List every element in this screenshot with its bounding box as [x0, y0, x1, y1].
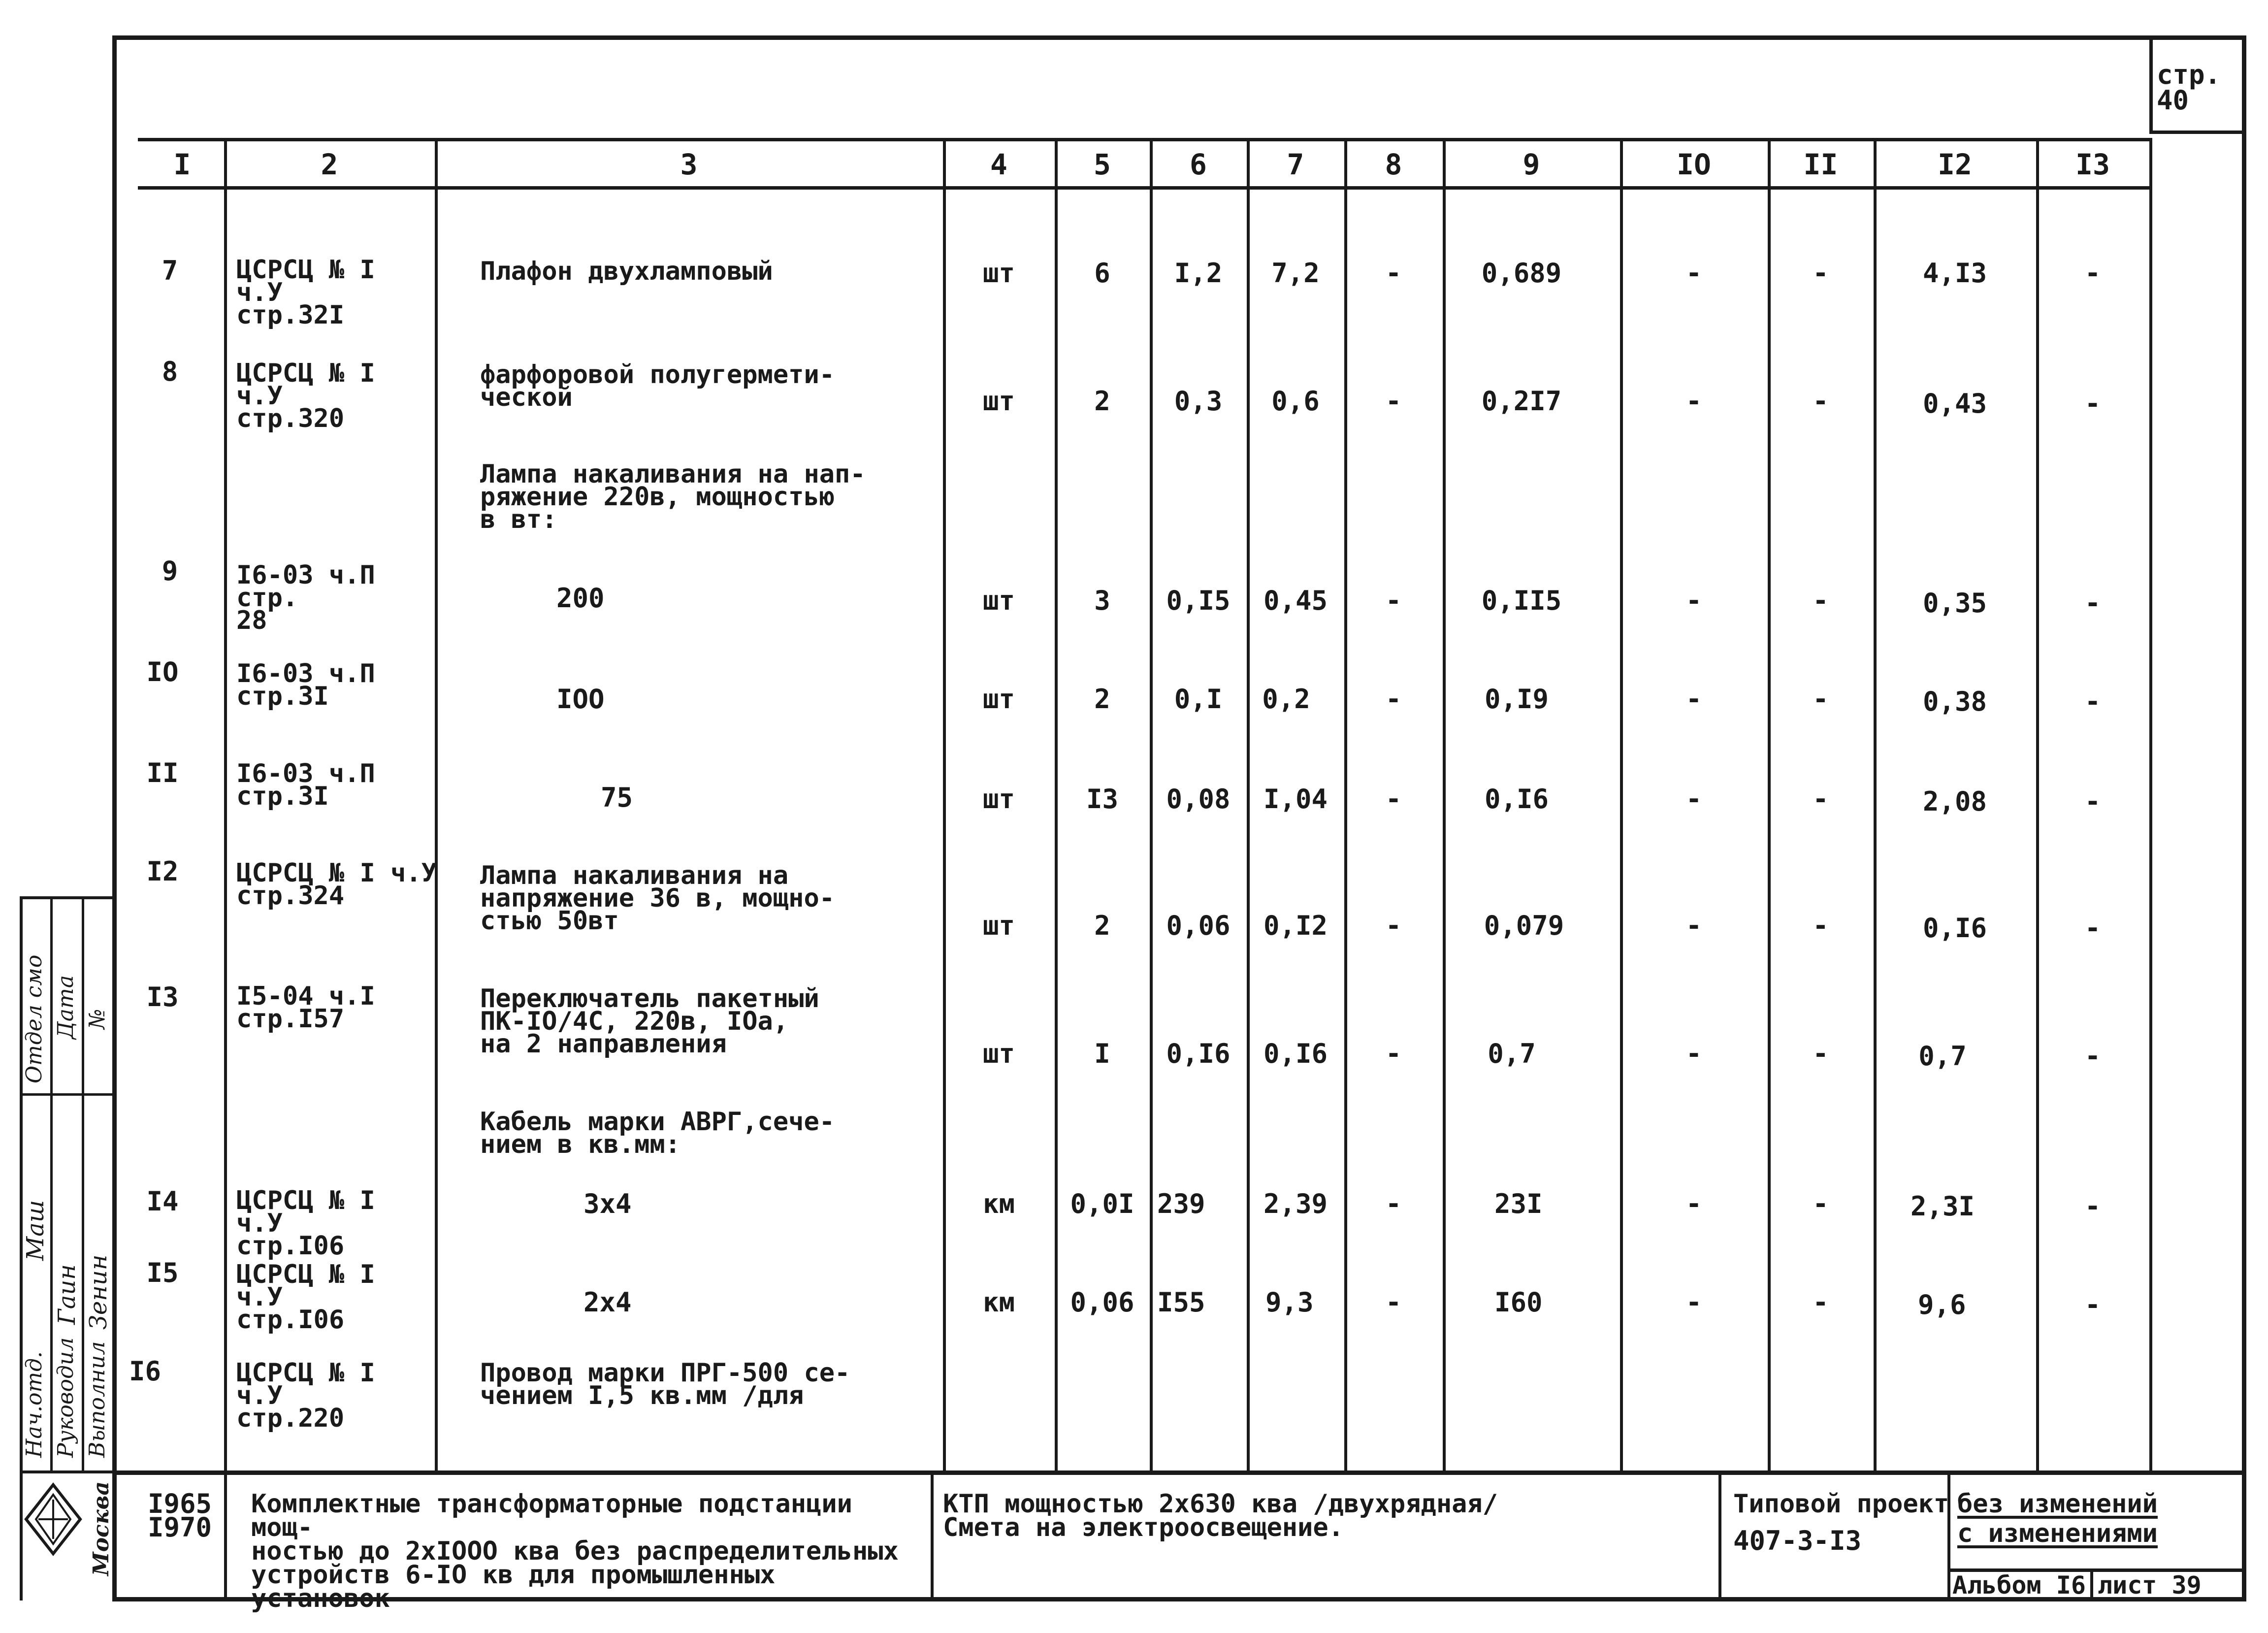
row-col6: 0,06 — [1166, 910, 1231, 941]
sidebar-lead-label: Руководил — [53, 1337, 78, 1458]
row-number: 7 — [162, 255, 178, 286]
row-description: Провод марки ПРГ-500 се- чением I,5 кв.мм /для — [480, 1358, 850, 1410]
col-divider-1 — [224, 138, 227, 1470]
row-col5: I — [1094, 1038, 1110, 1069]
col-header-12: I2 — [1938, 148, 1972, 181]
row-description: 3х4 — [583, 1188, 632, 1219]
row-col12: 0,35 — [1922, 588, 1987, 619]
title-block-divider-2 — [931, 1470, 934, 1601]
row-col7: I,04 — [1263, 784, 1328, 815]
sidebar-dept-label: Отдел смо — [22, 954, 47, 1083]
col-header-8: 8 — [1385, 148, 1402, 181]
row-col12: 2,08 — [1922, 786, 1987, 817]
title-block-top-line — [112, 1470, 2246, 1475]
col-header-6: 6 — [1190, 148, 1207, 181]
row-code: ЦСРСЦ № I ч.У стр.220 — [236, 1358, 375, 1433]
row-col9: 0,079 — [1484, 910, 1564, 941]
row-code: ЦСРСЦ № I ч.У стр.I06 — [236, 1260, 375, 1335]
row-description: IOO — [556, 684, 605, 715]
row-number: 9 — [162, 555, 178, 587]
row-col8: - — [1385, 258, 1402, 289]
row-number: II — [146, 757, 179, 788]
row-col13: - — [2084, 1191, 2101, 1222]
title-block-project-number: 407-3-I3 — [1733, 1525, 1862, 1556]
title-block-divider-5 — [2090, 1568, 2093, 1601]
col-header-11: II — [1803, 148, 1838, 181]
institute-logo-icon — [24, 1482, 83, 1556]
row-number: I4 — [146, 1186, 179, 1217]
sidebar-exec-signature: Зенин — [85, 1254, 112, 1330]
header-bottom-line — [138, 186, 2149, 190]
row-unit: шт — [982, 1038, 1015, 1069]
row-col12: 0,I6 — [1922, 913, 1987, 944]
row-col7: 0,I6 — [1263, 1038, 1328, 1069]
row-col10: - — [1685, 258, 1702, 289]
sidebar-exec-label: Выполнил — [85, 1341, 110, 1458]
row-col9: 23I — [1494, 1188, 1543, 1219]
page-number: 40 — [2157, 85, 2189, 116]
row-col9: 0,7 — [1488, 1038, 1536, 1069]
row-col13: - — [2084, 686, 2101, 717]
row-col10: - — [1685, 1188, 1702, 1219]
row-col5: 2 — [1094, 684, 1110, 715]
row-col7: 9,3 — [1265, 1287, 1314, 1318]
col-header-3: 3 — [680, 148, 698, 181]
row-col8: - — [1385, 386, 1402, 417]
row-col6: I,2 — [1174, 258, 1223, 289]
row-code: ЦСРСЦ № I ч.У стр.I06 — [236, 1186, 375, 1261]
row-col12: 0,7 — [1918, 1041, 1967, 1072]
row-col5: 0,06 — [1070, 1287, 1134, 1318]
row-col11: - — [1813, 258, 1829, 289]
row-col12: 2,3I — [1910, 1191, 1975, 1222]
row-description: Плафон двухламповый — [480, 257, 773, 286]
header-top-line — [138, 138, 2149, 141]
row-unit: шт — [982, 258, 1015, 289]
sidebar-chief-label: Нач.отд. — [22, 1351, 47, 1458]
row-code: ЦСРСЦ № I ч.У стр.32I — [236, 255, 375, 330]
page-label: стр. — [2157, 59, 2221, 90]
row-col11: - — [1813, 784, 1829, 815]
title-block-status-unchanged: без изменений — [1957, 1489, 2158, 1519]
row-col6: 0,I5 — [1166, 585, 1231, 616]
row-col9: 0,I6 — [1484, 784, 1549, 815]
row-col8: - — [1385, 1287, 1402, 1318]
row-col9: 0,2I7 — [1481, 386, 1562, 417]
title-block-description: Комплектные трансформаторные подстанции мощ- ностью до 2хIOOO ква без распределительных устройств 6-IO кв для промышленных установок — [251, 1489, 899, 1613]
title-block-sheet: лист 39 — [2098, 1571, 2202, 1600]
row-col5: 6 — [1094, 258, 1110, 289]
row-col10: - — [1685, 684, 1702, 715]
row-col13: - — [2084, 786, 2101, 817]
row-col13: - — [2084, 588, 2101, 619]
row-unit: км — [982, 1188, 1015, 1219]
sidebar-lead-signature: Гаин — [53, 1264, 81, 1325]
row-col5: 0,0I — [1070, 1188, 1134, 1219]
row-col10: - — [1685, 1287, 1702, 1318]
row-number: I2 — [146, 856, 179, 887]
row-description: 200 — [556, 583, 605, 614]
sidebar-date-label: Дата — [53, 975, 78, 1039]
row-col7: 2,39 — [1263, 1188, 1328, 1219]
row-col8: - — [1385, 784, 1402, 815]
sidebar-num-label: № — [85, 1009, 110, 1029]
row-number: IO — [146, 656, 179, 687]
row-col5: I3 — [1086, 784, 1119, 815]
row-code: ЦСРСЦ № I ч.У стр.320 — [236, 359, 375, 433]
row-col6: 0,08 — [1166, 784, 1231, 815]
row-col12: 9,6 — [1918, 1289, 1966, 1320]
row-col6: 239 — [1157, 1188, 1205, 1219]
row-col13: - — [2084, 388, 2101, 419]
row-description: Переключатель пакетный ПК-IO/4С, 220в, IOа, на 2 направления — [480, 984, 819, 1059]
row-col10: - — [1685, 386, 1702, 417]
row-col7: 0,6 — [1271, 386, 1320, 417]
title-block-years: I965 I970 — [148, 1488, 212, 1543]
row-col13: - — [2084, 1041, 2101, 1072]
row-col11: - — [1813, 585, 1829, 616]
row-number: I6 — [129, 1356, 162, 1387]
row-col8: - — [1385, 1188, 1402, 1219]
row-col8: - — [1385, 1038, 1402, 1069]
row-col6: I55 — [1157, 1287, 1205, 1318]
row-number: 8 — [162, 356, 178, 387]
title-block-divider-1 — [224, 1470, 227, 1601]
row-code: I6-03 ч.П стр.3I — [236, 659, 375, 711]
row-unit: шт — [982, 684, 1015, 715]
row-col6: 0,I — [1174, 684, 1223, 715]
row-col5: 3 — [1094, 585, 1110, 616]
row-col11: - — [1813, 1188, 1829, 1219]
row-col8: - — [1385, 585, 1402, 616]
title-block-divider-3 — [1718, 1470, 1721, 1601]
col-header-9: 9 — [1523, 148, 1540, 181]
row-col7: 0,45 — [1263, 585, 1328, 616]
row-col9: 0,I9 — [1484, 684, 1549, 715]
row-col10: - — [1685, 784, 1702, 815]
group-heading: Лампа накаливания на нап- ряжение 220в, мощностью в вт: — [480, 459, 866, 534]
row-col6: 0,I6 — [1166, 1038, 1231, 1069]
row-description: 75 — [601, 782, 633, 813]
row-col11: - — [1813, 1038, 1829, 1069]
col-header-7: 7 — [1287, 148, 1304, 181]
row-col7: 0,I2 — [1263, 910, 1328, 941]
row-col12: 0,43 — [1922, 388, 1987, 419]
col-header-10: IO — [1677, 148, 1711, 181]
row-description: Лампа накаливания на напряжение 36 в, мощно- стью 50вт — [480, 861, 835, 936]
row-col11: - — [1813, 1287, 1829, 1318]
title-block-subject: КТП мощностью 2х630 ква /двухрядная/ Смета на электроосвещение. — [943, 1489, 1498, 1542]
row-code: I6-03 ч.П стр. 28 — [236, 560, 375, 635]
col-header-1: I — [173, 148, 191, 181]
row-col11: - — [1813, 684, 1829, 715]
sidebar-divider-h1 — [20, 1093, 113, 1096]
row-col9: 0,689 — [1481, 258, 1562, 289]
row-col13: - — [2084, 258, 2101, 289]
organization-city: Москва — [89, 1481, 114, 1576]
row-number: I3 — [146, 981, 179, 1012]
row-col12: 0,38 — [1922, 686, 1987, 717]
row-unit: шт — [982, 910, 1015, 941]
sidebar-chief-signature: Маш — [22, 1200, 49, 1261]
sidebar-divider-1 — [50, 896, 53, 1470]
col-divider-13 — [2149, 138, 2152, 1470]
row-description: 2х4 — [583, 1287, 632, 1318]
row-col6: 0,3 — [1174, 386, 1223, 417]
row-col7: 0,2 — [1262, 684, 1310, 715]
row-unit: шт — [982, 386, 1015, 417]
row-code: I5-04 ч.I стр.I57 — [236, 981, 375, 1034]
row-description: фарфоровой полугермети- ческой — [480, 360, 835, 412]
row-col10: - — [1685, 585, 1702, 616]
row-col7: 7,2 — [1271, 258, 1320, 289]
group-heading: Кабель марки АВРГ,сече- нием в кв.мм: — [480, 1107, 835, 1159]
row-col10: - — [1685, 1038, 1702, 1069]
row-col5: 2 — [1094, 910, 1110, 941]
row-col12: 4,I3 — [1922, 258, 1987, 289]
title-block-project-label: Типовой проект — [1733, 1489, 1949, 1519]
row-unit: км — [982, 1287, 1015, 1318]
row-code: I6-03 ч.П стр.3I — [236, 759, 375, 811]
row-col8: - — [1385, 910, 1402, 941]
row-unit: шт — [982, 585, 1015, 616]
col-divider-2 — [435, 138, 438, 1470]
row-col10: - — [1685, 910, 1702, 941]
row-col5: 2 — [1094, 386, 1110, 417]
row-col13: - — [2084, 913, 2101, 944]
col-header-5: 5 — [1094, 148, 1111, 181]
row-col9: 0,II5 — [1481, 585, 1562, 616]
sidebar-divider-h2 — [20, 1470, 113, 1473]
title-block-status-changed: с изменениями — [1957, 1519, 2158, 1548]
sidebar-divider-2 — [82, 896, 84, 1470]
title-block-album: Альбом I6 — [1952, 1571, 2086, 1600]
row-col11: - — [1813, 910, 1829, 941]
row-col11: - — [1813, 386, 1829, 417]
row-col13: - — [2084, 1289, 2101, 1320]
row-code: ЦСРСЦ № I ч.У стр.324 — [236, 858, 437, 911]
col-header-2: 2 — [321, 148, 338, 181]
col-header-13: I3 — [2075, 148, 2110, 181]
row-unit: шт — [982, 784, 1015, 815]
row-number: I5 — [146, 1257, 179, 1288]
row-col9: I60 — [1494, 1287, 1543, 1318]
col-header-4: 4 — [990, 148, 1007, 181]
row-col8: - — [1385, 684, 1402, 715]
